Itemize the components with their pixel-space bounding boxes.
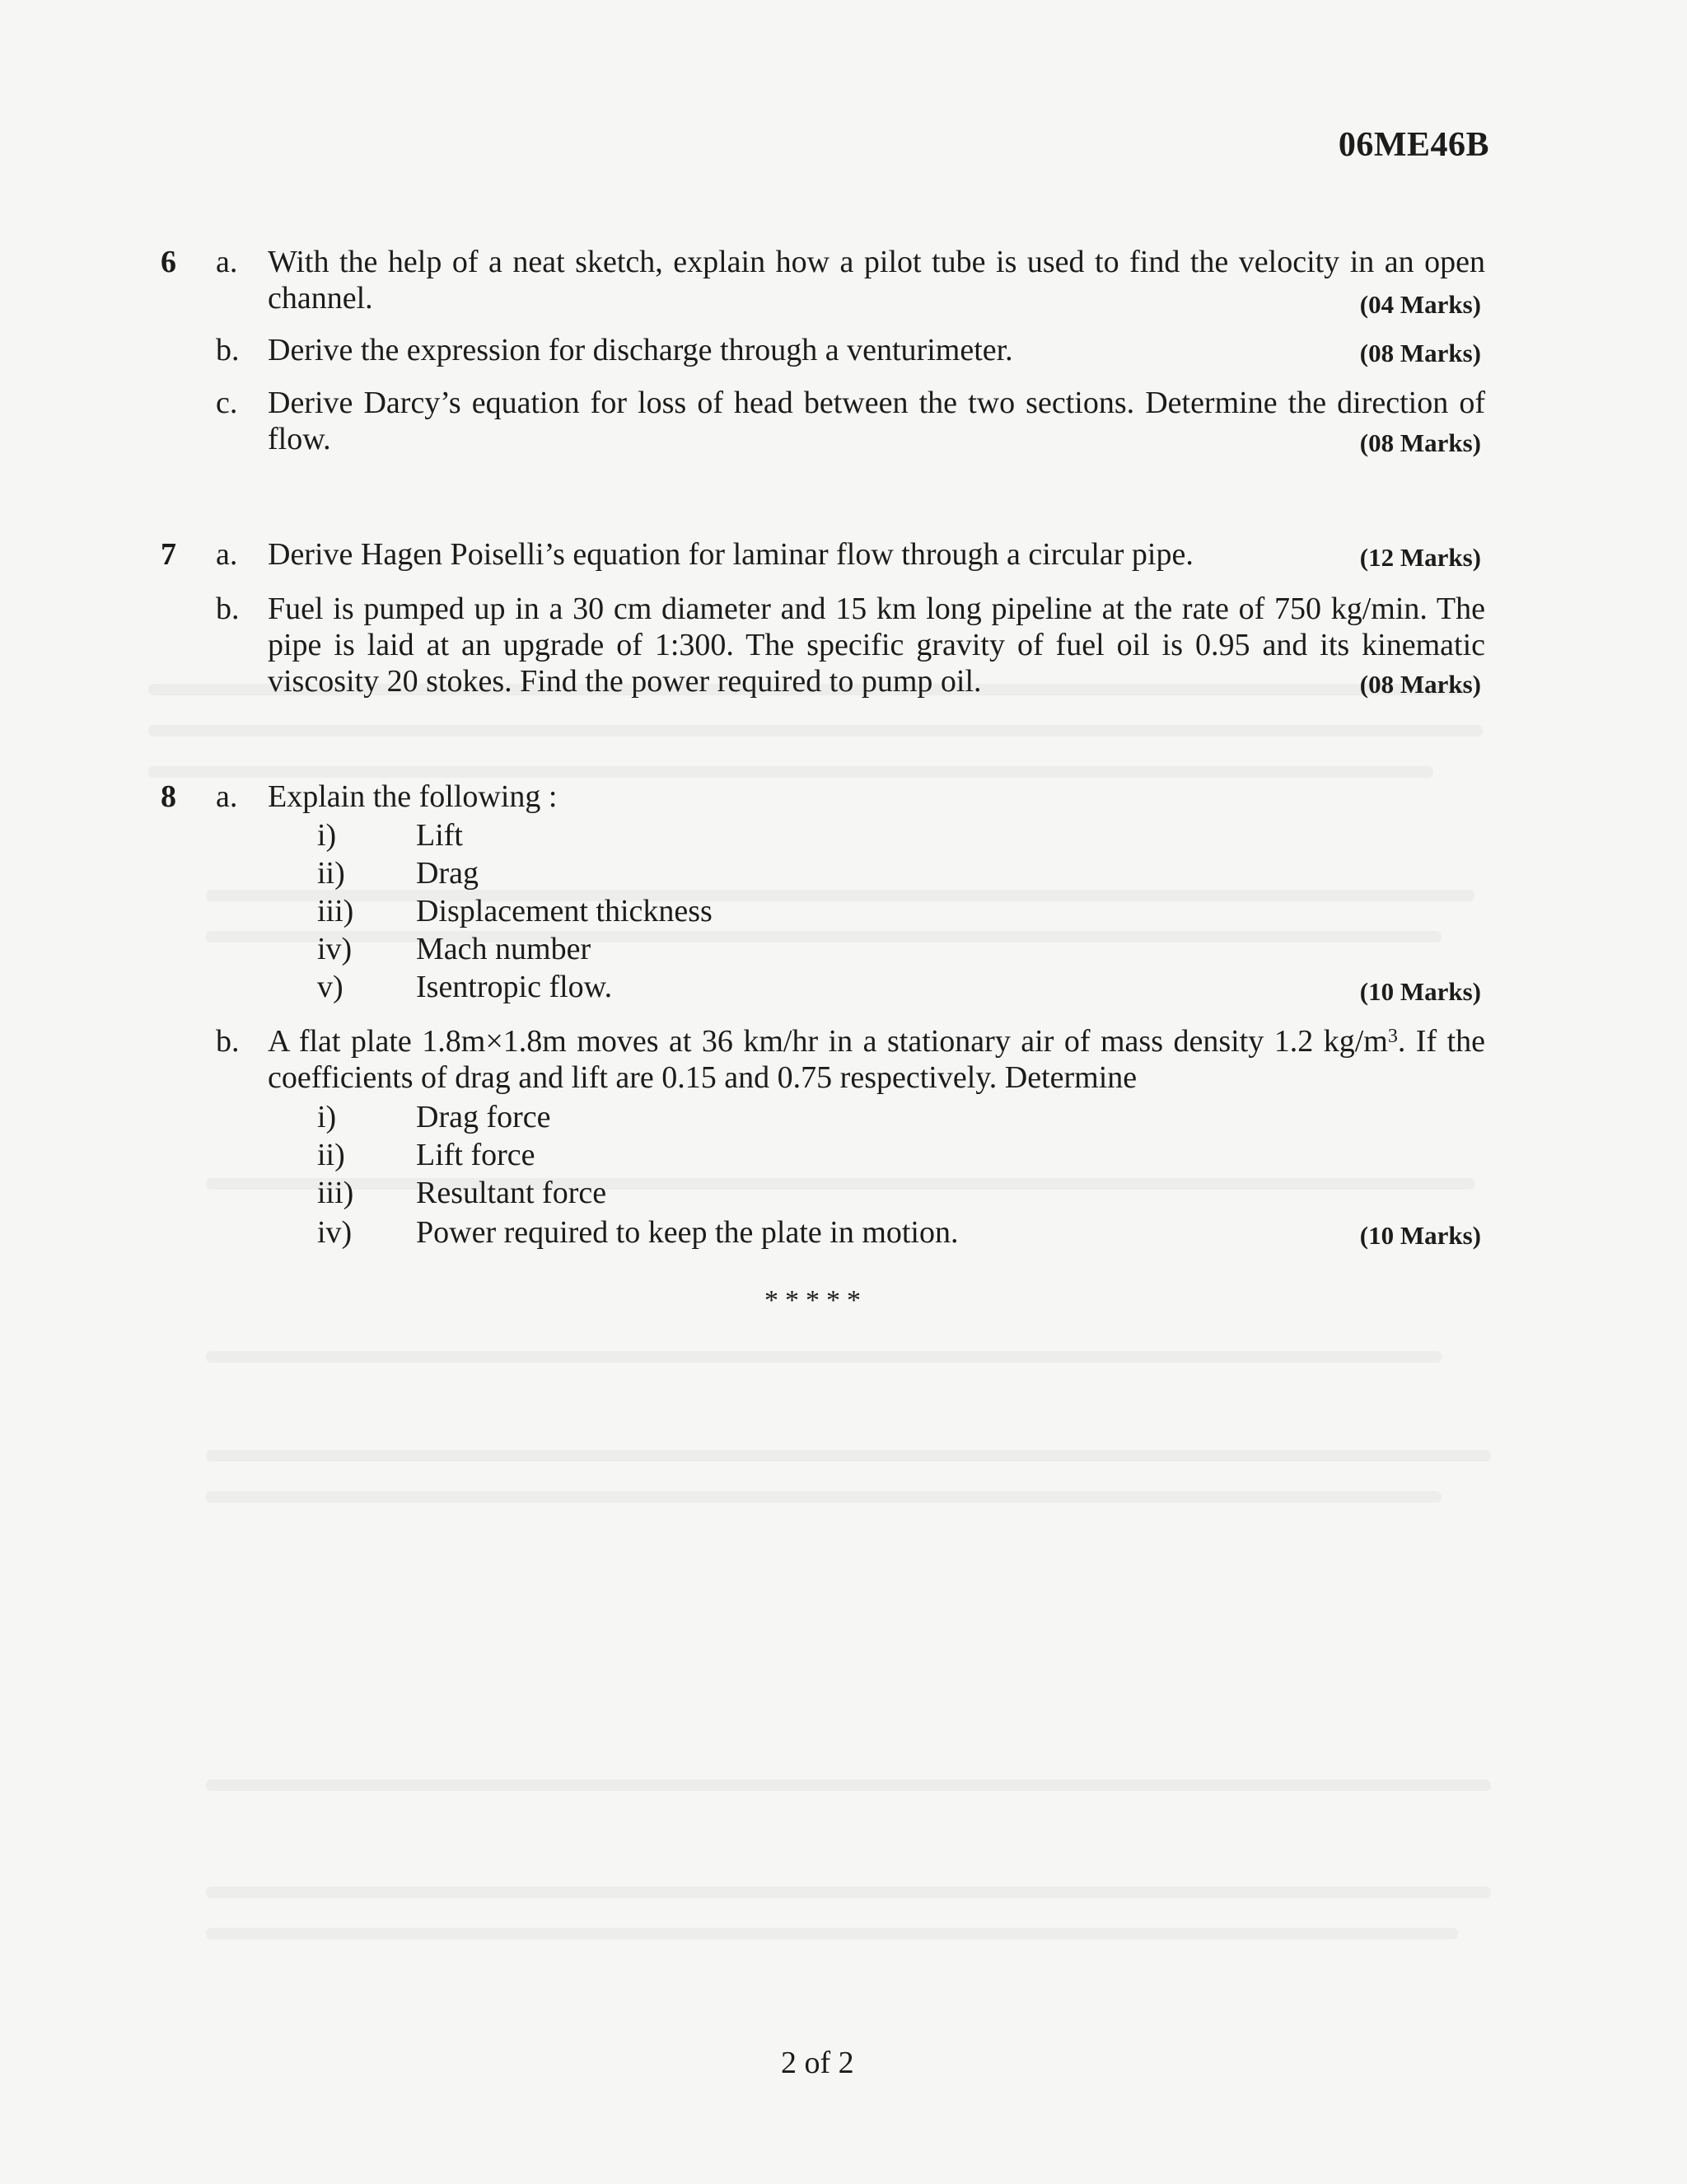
question-number: 8	[161, 779, 176, 814]
superscript: 3	[1387, 1026, 1398, 1047]
bleed-through-mark	[206, 1779, 1491, 1791]
list-item: Lift	[416, 818, 463, 853]
part-label: a.	[216, 537, 238, 572]
bleed-through-mark	[206, 1351, 1442, 1363]
bleed-through-mark	[206, 1887, 1491, 1898]
bleed-through-mark	[206, 1491, 1442, 1503]
list-item: Power required to keep the plate in motion.	[416, 1215, 959, 1250]
marks: (10 Marks)	[1359, 1221, 1481, 1250]
page-number: 2 of 2	[781, 2046, 854, 2080]
part-label: c.	[216, 386, 238, 420]
marks: (04 Marks)	[1359, 290, 1481, 319]
question-text: Derive Hagen Poiselli’s equation for laminar flow through a circular pipe.	[268, 537, 1194, 572]
question-text: Fuel is pumped up in a 30 cm diameter and 15 km long pipeline at the rate of 750 kg/min. The pipe is laid at an upgrade of 1:300. The specific gravity of fuel oil is 0.95 and its kinematic viscosity 20 stokes. Find the power required to pump oil.	[268, 592, 1485, 699]
list-number: iv)	[317, 1215, 353, 1250]
list-item: Isentropic flow.	[416, 970, 613, 1004]
marks: (08 Marks)	[1359, 670, 1481, 699]
question-text: Derive the expression for discharge through a venturimeter.	[268, 333, 1013, 367]
part-label: a.	[216, 245, 238, 279]
bleed-through-mark	[148, 725, 1483, 737]
list-number: iii)	[317, 1176, 354, 1210]
list-item: Displacement thickness	[416, 894, 713, 928]
list-number: iii)	[317, 894, 354, 928]
list-item: Resultant force	[416, 1176, 607, 1210]
list-item: Drag	[416, 856, 479, 891]
list-item: Mach number	[416, 932, 591, 966]
part-label: a.	[216, 779, 238, 814]
marks: (08 Marks)	[1359, 339, 1481, 367]
bleed-through-mark	[206, 1928, 1458, 1939]
marks: (10 Marks)	[1359, 977, 1481, 1006]
bleed-through-mark	[206, 1450, 1491, 1461]
marks: (12 Marks)	[1359, 543, 1481, 572]
list-number: ii)	[317, 856, 345, 891]
list-number: iv)	[317, 932, 353, 966]
question-text-main: A flat plate 1.8m×1.8m moves at 36 km/hr in a stationary air of mass density 1.2 kg/m	[268, 1024, 1388, 1059]
question-text: With the help of a neat sketch, explain how a pilot tube is used to find the velocity in an open channel.	[268, 245, 1485, 316]
bleed-through-mark	[206, 931, 1442, 942]
part-label: b.	[216, 333, 240, 367]
question-text: Derive Darcy’s equation for loss of head between the two sections. Determine the direction of flow.	[268, 386, 1485, 456]
list-number: i)	[317, 818, 337, 853]
question-text-rest: . If the coefficients of drag and lift are 0.15 and 0.75 respectively. Determine	[268, 1024, 1485, 1095]
question-number: 7	[161, 537, 176, 572]
question-number: 6	[161, 245, 176, 279]
marks: (08 Marks)	[1359, 428, 1481, 457]
question-text: Explain the following :	[268, 779, 558, 814]
list-item: Lift force	[416, 1138, 535, 1172]
list-item: Drag force	[416, 1100, 551, 1134]
bleed-through-mark	[206, 1178, 1474, 1190]
bleed-through-mark	[206, 890, 1474, 901]
end-stars: *****	[764, 1285, 867, 1316]
question-text	[268, 1023, 1485, 1096]
bleed-through-mark	[148, 766, 1433, 778]
list-number: i)	[317, 1100, 337, 1134]
paper-code: 06ME46B	[1338, 126, 1489, 164]
list-number: v)	[317, 970, 343, 1004]
part-label: b.	[216, 592, 240, 626]
part-label: b.	[216, 1024, 240, 1059]
list-number: ii)	[317, 1138, 345, 1172]
